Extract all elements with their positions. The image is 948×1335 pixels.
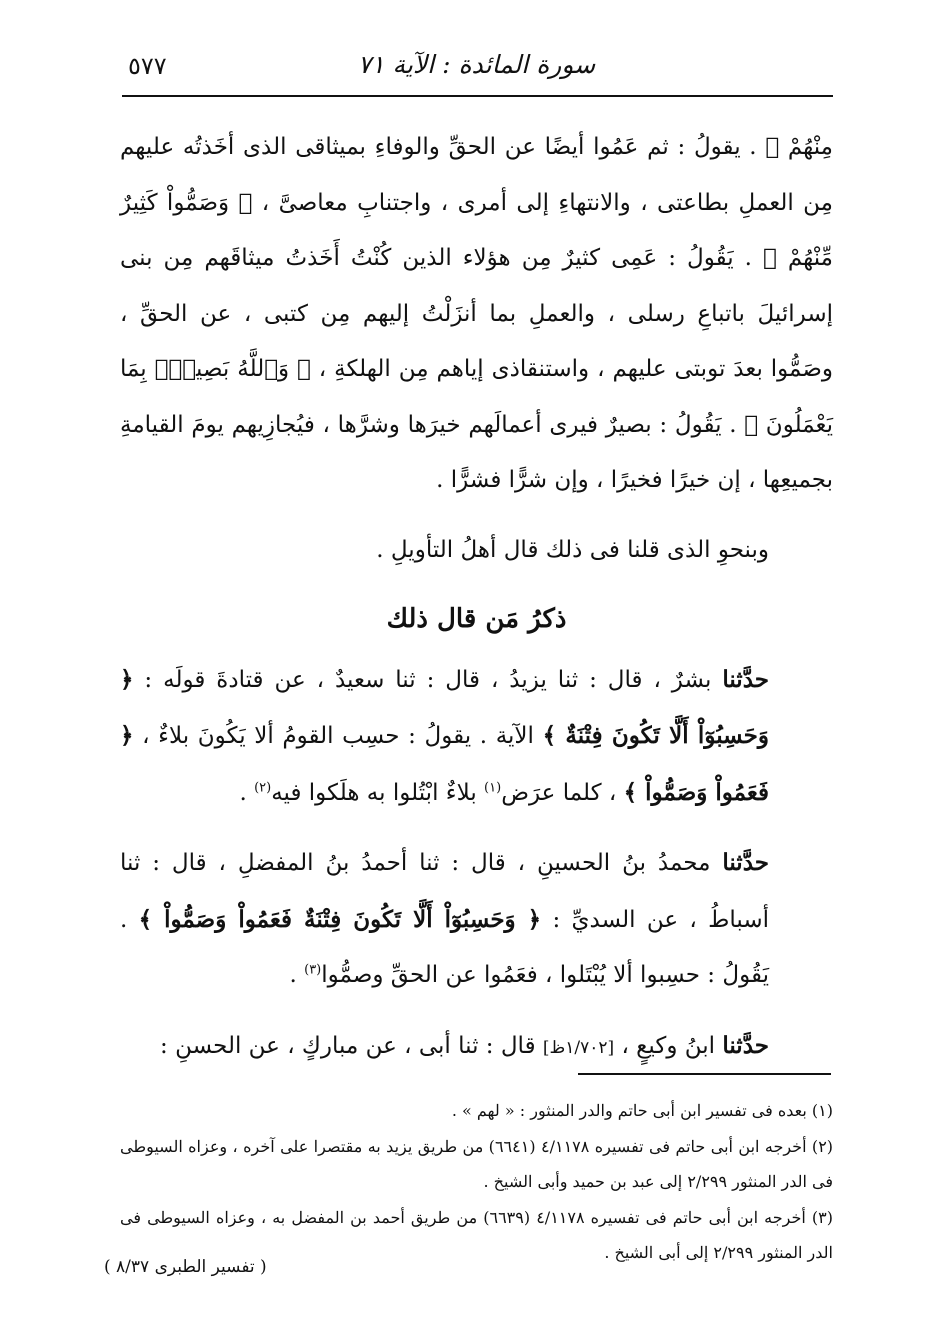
footnote-2: (٢) أخرجه ابن أبى حاتم فى تفسيره ٤/١١٧٨ (٦٦٤١) من طريق يزيد به مقتصرا على آخره ، وعزاه السيوطى فى الدر المنثور ٢/٢٩٩ إلى عبد بن حميد وأبى الشيخ .: [120, 1136, 834, 1191]
narration-text: بشرٌ ، قال : ثنا يزيدُ ، قال : ثنا سعيدٌ ، عن قتادةَ قولَه :: [133, 666, 723, 693]
quran-quote: ﴿ فَعَمُواْ وَصَمُّواْ ﴾: [120, 722, 769, 806]
narration-text: .: [289, 962, 305, 988]
narration-1: [120, 652, 833, 822]
section-heading: ذكرُ مَن قال ذلك: [386, 604, 567, 634]
footnotes: [120, 1093, 833, 1271]
narration-3: [120, 1018, 833, 1077]
quran-quote: ﴿ وَحَسِبُوٓاْ أَلَّا تَكُونَ فِتْنَةٌ ﴾: [120, 665, 769, 749]
page-number: ٥٧٧: [128, 52, 167, 80]
narration-lead: حدَّثنا: [722, 849, 769, 876]
manuscript-reference: [١/٧٠٢ظ]: [542, 1037, 615, 1058]
consensus-paragraph: وبنحوِ الذى قلنا فى ذلك قال أهلُ التأويلِ .: [376, 536, 769, 563]
page-header: [120, 48, 833, 94]
running-title: سورة المائدة : الآية ٧١: [357, 50, 596, 79]
volume-reference: ( تفسير الطبرى ٨/٣٧ ): [104, 1257, 267, 1277]
footnote-rule: [578, 1073, 831, 1075]
narration-2: [120, 835, 833, 1004]
footnote-marker: (٣): [304, 962, 322, 978]
narration-text: الآية . يقولُ : حسِب القومُ ألا يَكُونَ بلاءٌ ،: [133, 723, 543, 749]
main-text: [120, 120, 833, 1076]
footnote-marker: (٢): [254, 779, 272, 795]
quran-quote: ﴿ وَحَسِبُوٓاْ أَلَّا تَكُونَ فِتْنَةٌ فَعَمُواْ وَصَمُّواْ ﴾: [138, 905, 542, 933]
narration-lead: حدَّثنا: [722, 665, 769, 693]
narration-text: ، كلما عرَض: [501, 779, 624, 806]
footnote-marker: (١): [484, 779, 502, 795]
narration-text: .: [239, 779, 255, 806]
header-rule: [122, 95, 833, 97]
commentary-paragraph: مِنْهُمْ ﴾ . يقولُ : ثم عَمُوا أيضًا عن الحقِّ والوفاءِ بميثاقى الذى أخَذتُه عليهم مِن العملِ بطاعتى ، والانتهاءِ إلى أمرى ، واجتنابِ معاصىَّ ، ﴿ وَصَمُّواْ كَثِيرٌ مِّنْهُمْ ﴾ . يَقُولُ : عَمِى كثيرٌ مِن هؤلاء الذين كُنْتُ أَخَذتُ ميثاقَهم مِن بنى إسرائيلَ باتباعِ رسلى ، والعملِ بما أنزَلْتُ إليهم مِن كتبى ، عن الحقِّ ، وصَمُّوا بعدَ توبتى عليهم ، واستنقاذى إياهم مِن الهلكةِ ، ﴿ وَٱللَّهُ بَصِيرٌۢ بِمَا يَعْمَلُونَ ﴾ . يَقُولُ : بصيرٌ فيرى أعمالَهم خيرَها وشرَّها ، فيُجازِيهم يومَ القيامةِ بجميعِها ، إن خيرًا فخيرًا ، وإن شرًّا فشرًّا .: [120, 134, 833, 493]
narration-text: بلاءٌ ابْتُلوا به هلَكوا فيه: [271, 779, 485, 806]
footnote-1: (١) بعده فى تفسير ابن أبى حاتم والدر المنثور : « لهم » .: [451, 1101, 833, 1120]
narration-lead: حدَّثنا: [722, 1031, 769, 1059]
narration-text: ابنُ وكيعٍ ،: [614, 1032, 723, 1059]
narration-text: . يَقُولُ : حسِبوا ألا يُبْتَلوا ، فعَمُوا عن الحقِّ وصمُّوا: [120, 906, 769, 988]
footnote-3: (٣) أخرجه ابن أبى حاتم فى تفسيره ٤/١١٧٨ (٦٦٣٩) من طريق أحمد بن المفضل به ، وعزاه السيوطى فى الدر المنثور ٢/٢٩٩ إلى أبى الشيخ .: [120, 1207, 833, 1262]
narration-text: محمدُ بنُ الحسينِ ، قال : ثنا أحمدُ بنُ المفضلِ ، قال : ثنا أسباطُ ، عن السديِّ :: [120, 850, 769, 933]
narration-text: قال : ثنا أبى ، عن مباركٍ ، عن الحسنِ :: [160, 1032, 543, 1059]
